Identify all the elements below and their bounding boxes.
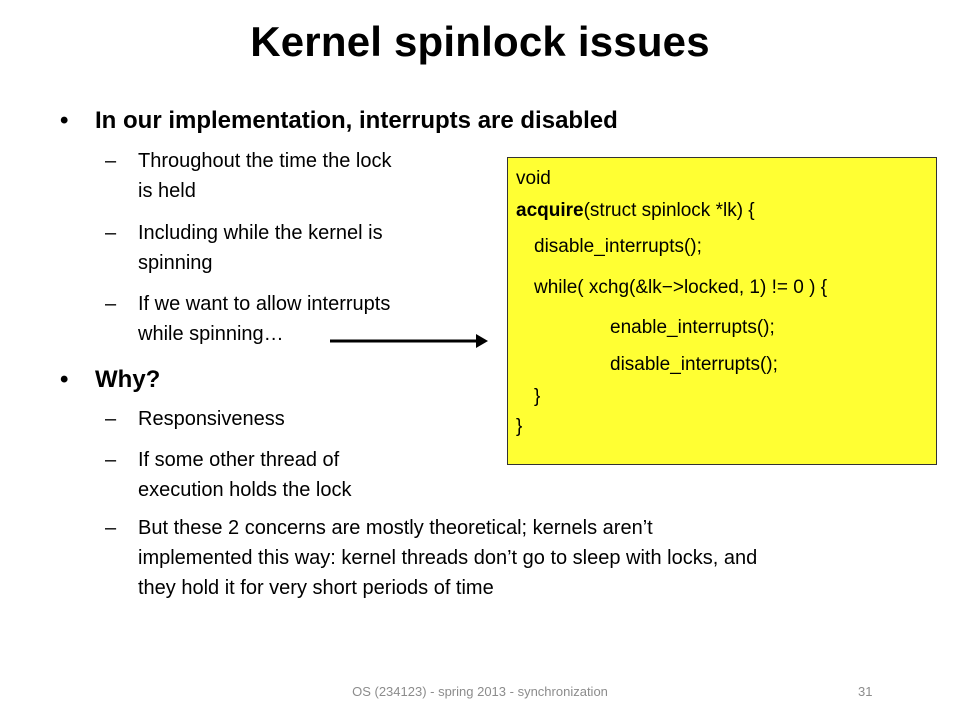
subitem-2-1-line1: Responsiveness [138, 408, 285, 430]
subitem-1-2 [138, 218, 383, 278]
subitem-1-1 [138, 146, 391, 206]
bullet-marker: • [60, 366, 69, 393]
code-acquire-keyword: acquire [516, 200, 584, 221]
footer-text: OS (234123) - spring 2013 - synchronization [352, 684, 608, 699]
arrow-icon [330, 330, 490, 354]
code-line-acquire [516, 200, 755, 222]
code-acquire-args: (struct spinlock *lk) { [583, 200, 755, 221]
subitem-2-2 [138, 445, 351, 505]
subitem-1-2-line1: Including while the kernel is [138, 222, 383, 244]
subitem-2-3-line1: But these 2 concerns are mostly theoretical; kernels aren’t [138, 517, 653, 539]
code-line-void: void [516, 168, 551, 189]
subitem-2-3-line2: implemented this way: kernel threads don’t go to sleep with locks, and [138, 547, 758, 569]
subitem-2-2-line1: If some other thread of [138, 449, 340, 471]
bullet-marker: • [60, 107, 69, 134]
code-box [507, 157, 937, 465]
subitem-2-2-line2: execution holds the lock [138, 479, 352, 501]
dash-marker: – [105, 408, 117, 430]
code-line-close-outer: } [516, 416, 523, 437]
code-line-while: while( xchg(&lk−>locked, 1) != 0 ) { [534, 277, 828, 298]
subitem-2-3 [138, 513, 757, 603]
dash-marker: – [105, 517, 117, 539]
subitem-1-2-line2: spinning [138, 252, 213, 274]
code-line-enable: enable_interrupts(); [610, 317, 775, 338]
subitem-2-3-line3: they hold it for very short periods of time [138, 577, 494, 599]
subitem-1-3-line1: If we want to allow interrupts [138, 293, 391, 315]
subitem-1-1-line1: Throughout the time the lock [138, 150, 392, 172]
code-line-disable-1: disable_interrupts(); [534, 236, 702, 257]
dash-marker: – [105, 150, 117, 172]
dash-marker: – [105, 222, 117, 244]
dash-marker: – [105, 293, 117, 315]
bullet-2-text: Why? [95, 366, 161, 393]
subitem-1-1-line2: is held [138, 180, 196, 202]
subitem-1-3-line2: while spinning… [138, 323, 284, 345]
page-title: Kernel spinlock issues [250, 18, 710, 65]
subitem-2-1 [138, 404, 285, 434]
page-number: 31 [858, 684, 873, 699]
bullet-1-text: In our implementation, interrupts are disabled [95, 107, 618, 134]
code-line-disable-2: disable_interrupts(); [610, 354, 778, 375]
code-line-close-inner: } [534, 386, 541, 407]
dash-marker: – [105, 449, 117, 471]
